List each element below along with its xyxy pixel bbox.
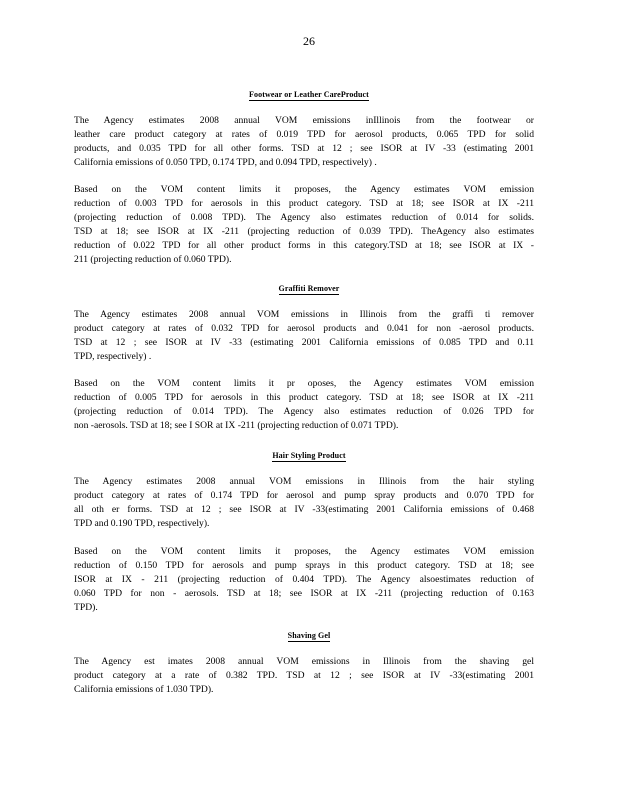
section-heading-text: Shaving Gel	[287, 631, 331, 640]
paragraph-hair-reduction	[74, 545, 534, 615]
section-heading-text: Footwear or Leather CareProduct	[249, 90, 369, 99]
paragraph-line: TPD, respectively) .	[74, 351, 152, 362]
paragraph-line: Based on the VOM content limits it proposes, the Agency estimates VOM emission	[74, 184, 534, 195]
paragraph-line: product category at rates of 0.032 TPD for aerosol products and 0.041 for non -aerosol products.	[74, 323, 534, 334]
paragraph-line: The Agency est imates 2008 annual VOM emissions in Illinois from the shaving gel	[74, 656, 534, 667]
paragraph-shaving-emissions	[74, 655, 534, 697]
paragraph-footwear-reduction	[74, 183, 534, 267]
paragraph-line: California emissions of 0.050 TPD, 0.174 TPD, and 0.094 TPD, respectively) .	[74, 157, 377, 168]
paragraph-line: reduction of 0.022 TPD for all other product forms in this category.TSD at 18; see ISOR at IX -	[74, 240, 534, 251]
paragraph-line: The Agency estimates 2008 annual VOM emissions inIllinois from the footwear or	[74, 115, 534, 126]
paragraph-line: TSD at 18; see ISOR at IX -211 (projecting reduction of 0.039 TPD). TheAgency also estimates	[74, 226, 534, 237]
paragraph-line: The Agency estimates 2008 annual VOM emissions in Illinois from the hair styling	[74, 476, 534, 487]
section-heading-shaving-gel	[0, 631, 618, 642]
paragraph-graffiti-reduction	[74, 377, 534, 433]
paragraph-line: leather care product category at rates of 0.019 TPD for aerosol products, 0.065 TPD for solid	[74, 129, 534, 140]
paragraph-line: reduction of 0.150 TPD for aerosols and pump sprays in this product category. TSD at 18; see	[74, 560, 534, 571]
paragraph-line: TPD).	[74, 602, 98, 613]
paragraph-footwear-emissions	[74, 114, 534, 170]
paragraph-line: reduction of 0.003 TPD for aerosols in this product category. TSD at 18; see ISOR at IX -211	[74, 198, 534, 209]
section-heading-footwear	[0, 90, 618, 101]
paragraph-line: products, and 0.035 TPD for all other forms. TSD at 12 ; see ISOR at IV -33 (estimating 2001	[74, 143, 534, 154]
paragraph-line: (projecting reduction of 0.014 TPD). The Agency also estimates reduction of 0.026 TPD for	[74, 406, 534, 417]
paragraph-line: TPD and 0.190 TPD, respectively).	[74, 518, 210, 529]
paragraph-line: product category at rates of 0.174 TPD for aerosol and pump spray products and 0.070 TPD for	[74, 490, 534, 501]
paragraph-line: TSD at 12 ; see ISOR at IV -33 (estimating 2001 California emissions of 0.085 TPD and 0.11	[74, 337, 534, 348]
section-heading-graffiti	[0, 284, 618, 295]
paragraph-line: all oth er forms. TSD at 12 ; see ISOR at IV -33(estimating 2001 California emissions of 0.468	[74, 504, 534, 515]
paragraph-line: 0.060 TPD for non - aerosols. TSD at 18; see ISOR at IX -211 (projecting reduction of 0.163	[74, 588, 534, 599]
paragraph-line: The Agency estimates 2008 annual VOM emissions in Illinois from the graffi ti remover	[74, 309, 534, 320]
paragraph-line: Based on the VOM content limits it pr oposes, the Agency estimates VOM emission	[74, 378, 534, 389]
section-heading-hair-styling	[0, 451, 618, 462]
paragraph-line: reduction of 0.005 TPD for aerosols in this product category. TSD at 18; see ISOR at IX -211	[74, 392, 534, 403]
page-number: 26	[303, 34, 315, 48]
paragraph-line: Based on the VOM content limits it proposes, the Agency estimates VOM emission	[74, 546, 534, 557]
section-heading-text: Graffiti Remover	[278, 284, 340, 293]
paragraph-line: non -aerosols. TSD at 18; see I SOR at IX -211 (projecting reduction of 0.071 TPD).	[74, 420, 399, 431]
paragraph-line: 211 (projecting reduction of 0.060 TPD).	[74, 254, 232, 265]
paragraph-line: California emissions of 1.030 TPD).	[74, 684, 214, 695]
paragraph-line: ISOR at IX - 211 (projecting reduction of 0.404 TPD). The Agency alsoestimates reduction of	[74, 574, 534, 585]
paragraph-hair-emissions	[74, 475, 534, 531]
paragraph-line: (projecting reduction of 0.008 TPD). The Agency also estimates reduction of 0.014 for solids.	[74, 212, 534, 223]
paragraph-graffiti-emissions	[74, 308, 534, 364]
section-heading-text: Hair Styling Product	[272, 451, 346, 460]
paragraph-line: product category at a rate of 0.382 TPD. TSD at 12 ; see ISOR at IV -33(estimating 2001	[74, 670, 534, 681]
